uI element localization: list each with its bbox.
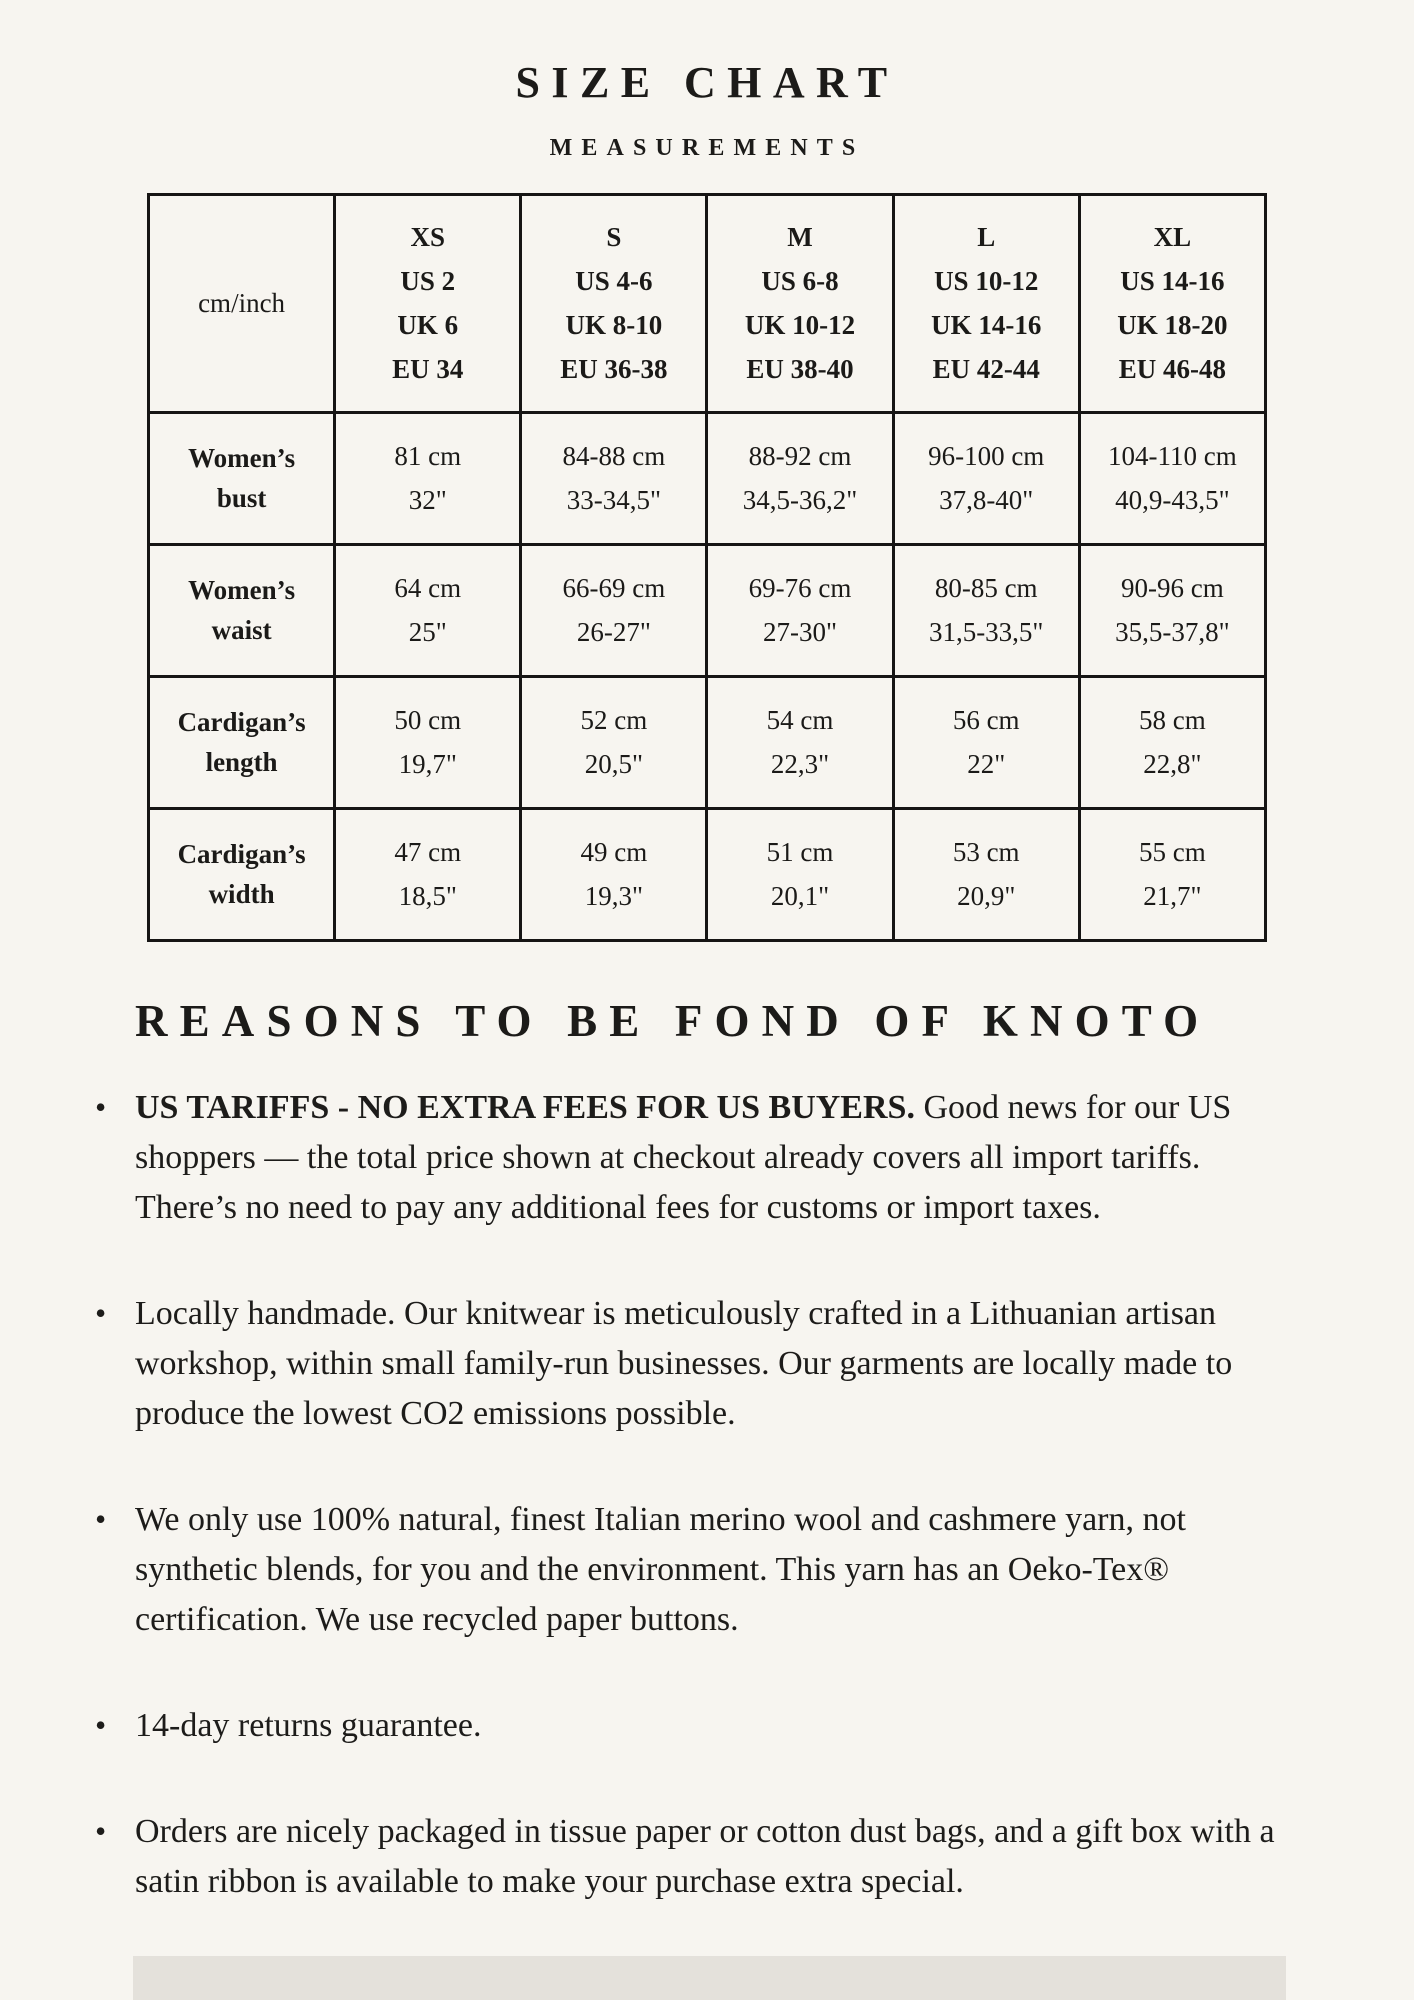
list-item-returns xyxy=(95,1701,1275,1751)
row-label-line2: width xyxy=(208,879,275,910)
cell-inch-value: 18,5" xyxy=(398,881,457,912)
size-name: L xyxy=(977,222,996,253)
table-row-womens-waist xyxy=(149,544,1266,676)
unit-label-cell: cm/inch xyxy=(149,194,335,412)
list-item-packaging xyxy=(95,1807,1275,1907)
row-label-line2: length xyxy=(205,747,278,778)
cell-cm-value: 53 cm xyxy=(952,837,1020,868)
row-label-line1: Cardigan’s xyxy=(177,839,306,870)
size-cell xyxy=(707,544,893,676)
list-item-text: Locally handmade. Our knitwear is meticulously crafted in a Lithuanian artisan workshop, within small family-run businesses. Our garments are locally made to produce the lowest CO2 emissions possible. xyxy=(135,1295,1233,1433)
cell-inch-value: 35,5-37,8" xyxy=(1115,617,1230,648)
row-label-line1: Women’s xyxy=(188,575,296,606)
size-name: XL xyxy=(1153,222,1192,253)
cell-inch-value: 34,5-36,2" xyxy=(742,485,858,516)
bullet-icon: • xyxy=(95,1501,107,1538)
size-cell xyxy=(893,808,1079,940)
cell-cm-value: 64 cm xyxy=(394,573,462,604)
size-eu: EU 38-40 xyxy=(746,354,854,385)
cell-cm-value: 49 cm xyxy=(580,837,648,868)
size-name: M xyxy=(787,222,813,253)
row-label-line1: Cardigan’s xyxy=(177,707,306,738)
cell-cm-value: 58 cm xyxy=(1139,705,1206,736)
cell-inch-value: 20,1" xyxy=(770,881,830,912)
table-row-cardigans-length xyxy=(149,676,1266,808)
list-item-text: Good news for our US shoppers — the total price shown at checkout already covers all import tariffs. There’s no need to pay any additional fees for customs or import taxes. xyxy=(135,1089,1232,1227)
row-label xyxy=(149,676,335,808)
cell-inch-value: 37,8-40" xyxy=(939,485,1034,516)
cell-cm-value: 81 cm xyxy=(394,441,462,472)
size-column-header-m xyxy=(707,194,893,412)
cell-inch-value: 27-30" xyxy=(763,617,838,648)
size-eu: EU 36-38 xyxy=(560,354,668,385)
size-cell xyxy=(1079,808,1265,940)
size-cell xyxy=(335,544,521,676)
cell-inch-value: 32" xyxy=(408,485,447,516)
bullet-icon: • xyxy=(95,1707,107,1744)
bottom-image-edge xyxy=(133,1956,1286,2000)
row-label xyxy=(149,412,335,544)
cell-inch-value: 22" xyxy=(967,749,1006,780)
cell-inch-value: 31,5-33,5" xyxy=(928,617,1044,648)
cell-cm-value: 96-100 cm xyxy=(928,441,1045,472)
cell-inch-value: 26-27" xyxy=(576,617,651,648)
size-us: US 14-16 xyxy=(1120,266,1225,297)
size-cell xyxy=(521,808,707,940)
bullet-icon: • xyxy=(95,1089,107,1126)
size-cell xyxy=(893,676,1079,808)
list-item-us-tariffs xyxy=(95,1083,1275,1233)
list-item-text: 14-day returns guarantee. xyxy=(135,1707,482,1745)
cell-inch-value: 22,3" xyxy=(770,749,830,780)
page-title: SIZE CHART xyxy=(515,58,899,107)
bullet-icon: • xyxy=(95,1813,107,1850)
size-cell xyxy=(335,808,521,940)
cell-cm-value: 51 cm xyxy=(766,837,834,868)
cell-cm-value: 66-69 cm xyxy=(562,573,666,604)
cell-cm-value: 90-96 cm xyxy=(1121,573,1224,604)
size-cell xyxy=(1079,412,1265,544)
size-cell xyxy=(707,808,893,940)
row-label xyxy=(149,808,335,940)
table-row-womens-bust xyxy=(149,412,1266,544)
size-cell xyxy=(1079,544,1265,676)
size-us: US 6-8 xyxy=(761,266,839,297)
row-label-line2: waist xyxy=(211,615,272,646)
size-uk: UK 10-12 xyxy=(744,310,856,341)
cell-inch-value: 25" xyxy=(408,617,447,648)
size-column-header-xs xyxy=(335,194,521,412)
size-uk: UK 8-10 xyxy=(565,310,663,341)
size-column-header-l xyxy=(893,194,1079,412)
row-label-line2: bust xyxy=(216,483,267,514)
cell-inch-value: 33-34,5" xyxy=(566,485,662,516)
size-name: XS xyxy=(410,222,445,253)
bullet-icon: • xyxy=(95,1295,107,1332)
reasons-list xyxy=(0,1083,1275,1907)
size-cell xyxy=(521,544,707,676)
list-item-text: We only use 100% natural, finest Italian merino wool and cashmere yarn, not synthetic blends, for you and the environment. This yarn has an Oeko-Tex® certification. We use recycled paper buttons. xyxy=(135,1501,1186,1639)
cell-cm-value: 88-92 cm xyxy=(748,441,852,472)
size-uk: UK 6 xyxy=(397,310,459,341)
cell-cm-value: 47 cm xyxy=(394,837,462,868)
cell-cm-value: 69-76 cm xyxy=(748,573,852,604)
size-eu: EU 42-44 xyxy=(932,354,1040,385)
size-uk: UK 14-16 xyxy=(931,310,1042,341)
cell-cm-value: 84-88 cm xyxy=(562,441,666,472)
cell-cm-value: 50 cm xyxy=(394,705,462,736)
cell-inch-value: 19,7" xyxy=(398,749,457,780)
size-cell xyxy=(335,412,521,544)
cell-inch-value: 21,7" xyxy=(1143,881,1202,912)
cell-inch-value: 22,8" xyxy=(1143,749,1202,780)
size-chart-table xyxy=(147,193,1267,942)
size-cell xyxy=(521,412,707,544)
size-us: US 2 xyxy=(400,266,456,297)
size-cell xyxy=(707,676,893,808)
page-header xyxy=(0,0,1414,163)
cell-cm-value: 80-85 cm xyxy=(934,573,1038,604)
list-item-natural-yarn xyxy=(95,1495,1275,1645)
list-item-text: Orders are nicely packaged in tissue paper or cotton dust bags, and a gift box with a satin ribbon is available to make your purchase extra special. xyxy=(135,1813,1275,1901)
cell-inch-value: 40,9-43,5" xyxy=(1115,485,1230,516)
size-us: US 4-6 xyxy=(575,266,653,297)
cell-inch-value: 20,9" xyxy=(957,881,1016,912)
table-row-cardigans-width xyxy=(149,808,1266,940)
cell-inch-value: 19,3" xyxy=(584,881,644,912)
page-subtitle: MEASUREMENTS xyxy=(549,134,865,161)
size-cell xyxy=(521,676,707,808)
size-column-header-xl xyxy=(1079,194,1265,412)
reasons-heading: REASONS TO BE FOND OF KNOTO xyxy=(135,995,1211,1046)
size-us: US 10-12 xyxy=(934,266,1039,297)
size-name: S xyxy=(606,222,622,253)
cell-cm-value: 104-110 cm xyxy=(1108,441,1237,472)
row-label xyxy=(149,544,335,676)
size-cell xyxy=(893,544,1079,676)
table-header-row xyxy=(149,194,1266,412)
cell-cm-value: 56 cm xyxy=(952,705,1020,736)
size-uk: UK 18-20 xyxy=(1117,310,1228,341)
row-label-line1: Women’s xyxy=(188,443,296,474)
size-cell xyxy=(893,412,1079,544)
size-cell xyxy=(707,412,893,544)
cell-inch-value: 20,5" xyxy=(584,749,644,780)
size-eu: EU 46-48 xyxy=(1118,354,1227,385)
size-cell xyxy=(335,676,521,808)
size-cell xyxy=(1079,676,1265,808)
list-item-locally-handmade xyxy=(95,1289,1275,1439)
cell-cm-value: 54 cm xyxy=(766,705,834,736)
cell-cm-value: 52 cm xyxy=(580,705,648,736)
cell-cm-value: 55 cm xyxy=(1139,837,1206,868)
list-item-bold-lead: US TARIFFS - NO EXTRA FEES FOR US BUYERS. xyxy=(135,1089,915,1127)
size-column-header-s xyxy=(521,194,707,412)
size-eu: EU 34 xyxy=(392,354,464,385)
